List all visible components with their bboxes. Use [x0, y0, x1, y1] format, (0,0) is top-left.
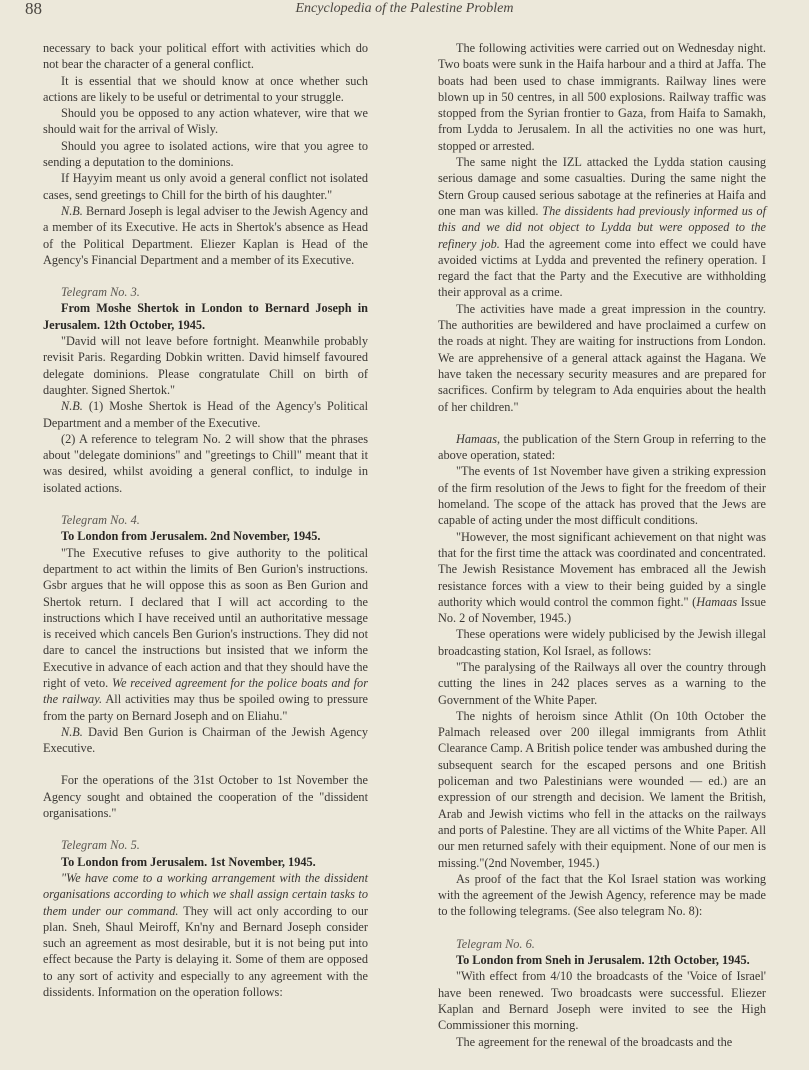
paragraph	[43, 724, 368, 757]
text-run: Telegram No. 5.	[61, 838, 140, 853]
paragraph	[43, 40, 368, 73]
paragraph	[438, 529, 766, 627]
italic-text: "We have come to a working arrangement with the dissident organisations according to which we shall assign certain tasks to them under our command.	[43, 870, 368, 918]
telegram-label	[438, 936, 766, 952]
text-run: , the publication of the Stern Group in referring to the above operation, stated:	[438, 431, 766, 463]
paragraph	[43, 333, 368, 398]
right-column	[438, 40, 766, 1050]
text-run: Bernard Joseph is legal adviser to the Jewish Agency and a member of its Executive. He acts in Shertok's absence as Head of the Political Department. Eliezer Kaplan is Head of the Agency's Financial Department and a member of its Executive.	[43, 203, 368, 267]
paragraph	[438, 968, 766, 1033]
paragraph	[43, 138, 368, 171]
text-run: To London from Sneh in Jerusalem. 12th October, 1945.	[456, 953, 750, 968]
paragraph	[438, 40, 766, 154]
telegram-heading	[438, 952, 766, 968]
paragraph	[43, 170, 368, 203]
text-run: Telegram No. 4.	[61, 513, 140, 528]
telegram-heading	[43, 854, 368, 870]
text-run: "With effect from 4/10 the broadcasts of the 'Voice of Israel' have been renewed. Two broadcasts were successful. Eliezer Kaplan and Bernard Joseph were invited to see the High Commissioner this morning.	[438, 969, 766, 1033]
text-run: The agreement for the renewal of the broadcasts and the	[456, 1034, 733, 1049]
paragraph	[43, 105, 368, 138]
telegram-label	[43, 284, 368, 300]
text-run: Should you agree to isolated actions, wire that you agree to sending a deputation to the dominions.	[43, 138, 368, 170]
text-run: Had the agreement come into effect we could have avoided victims at Lydda and prevented the refinery operation. I regard the fact that the Party and the Executive are withholding their approval as a crime.	[438, 236, 766, 300]
text-run: necessary to back your political effort with activities which do not bear the character of a general conflict.	[43, 41, 368, 72]
paragraph	[438, 708, 766, 871]
paragraph	[438, 1034, 766, 1050]
text-run: It is essential that we should know at once whether such actions are likely to be useful or detrimental to your struggle.	[43, 73, 368, 104]
text-run: To London from Jerusalem. 2nd November, 1945.	[61, 529, 321, 544]
paragraph	[43, 870, 368, 1000]
text-run: "The paralysing of the Railways all over the country through cutting the lines in 242 places serves as a warning to the Government of the White Paper.	[438, 659, 766, 707]
text-run: "The events of 1st November have given a striking expression of the firm resolution of the Jews to fight for the freedom of their homeland. The scope of the attack has proved that the Jews are capable of acting under the most difficult conditions.	[438, 464, 766, 528]
paragraph	[43, 398, 368, 431]
italic-text: We received agreement for the police boats and for the railway.	[43, 675, 368, 707]
page-number: 88	[25, 0, 42, 18]
text-run: To London from Jerusalem. 1st November, 1945.	[61, 854, 316, 869]
text-run: Issue No. 2 of November, 1945.)	[438, 594, 766, 626]
text-run: They will act only according to our plan. Sneh, Shaul Meiroff, Kn'ny and Bernard Joseph consider such an agreement as most desirable, but it is not being put into effect because the Party is delaying it. Some of them are opposed to any sort of activity and especially to any agreement with the dissidents. Information on the operation follows:	[43, 903, 368, 1000]
paragraph	[438, 659, 766, 708]
italic-text: The dissidents had previously informed us of this and we did not object to Lydda but were opposed to the refinery job.	[438, 203, 766, 251]
paragraph	[438, 463, 766, 528]
text-run: David Ben Gurion is Chairman of the Jewish Agency Executive.	[43, 724, 368, 756]
text-run: Telegram No. 6.	[456, 936, 535, 951]
text-run: For the operations of the 31st October to 1st November the Agency sought and obtained the cooperation of the "dissident organisations."	[43, 773, 368, 821]
left-column	[43, 40, 368, 1000]
italic-text: N.B.	[61, 724, 83, 739]
text-run: These operations were widely publicised by the Jewish illegal broadcasting station, Kol Israel, as follows:	[438, 627, 766, 658]
telegram-label	[43, 837, 368, 853]
paragraph	[438, 154, 766, 301]
paragraph	[43, 772, 368, 821]
text-run: (2) A reference to telegram No. 2 will show that the phrases about "delegate dominions" and "greetings to Chill" meant that it was desired, whilst avoiding a general conflict, to indulge in isolated actions.	[43, 431, 368, 495]
paragraph	[438, 301, 766, 415]
telegram-heading	[43, 528, 368, 544]
text-run: Telegram No. 3.	[61, 285, 140, 300]
text-run: The activities have made a great impression in the country. The authorities are bewildered and have proclaimed a curfew on the roads at night. They are waiting for instructions from London. We are apprehensive of a general attack against the Hagana. We have taken the necessary security measures and are prepared for sacrifices. Confirm by telegram to Ada enquiries about the health of her children."	[438, 301, 766, 414]
paragraph	[438, 871, 766, 920]
text-run: (1) Moshe Shertok is Head of the Agency's Political Department and a member of the Executive.	[43, 399, 368, 430]
paragraph	[43, 73, 368, 106]
italic-text: N.B.	[61, 399, 83, 414]
italic-text: N.B.	[61, 203, 83, 218]
text-run: All activities may thus be spoiled owing to pressure from the party on Bernard Joseph and on Eliahu."	[43, 692, 368, 723]
text-run: Should you be opposed to any action whatever, wire that we should wait for the arrival of Wisly.	[43, 106, 368, 137]
paragraph	[43, 203, 368, 268]
paragraph	[438, 626, 766, 659]
text-run: "David will not leave before fortnight. Meanwhile probably revisit Paris. Regarding Dobkin written. David himself favoured delegate dominions. Please congratulate Chill on birth of daughter. Signed Shertok."	[43, 334, 368, 397]
running-title: Encyclopedia of the Palestine Problem	[295, 1, 514, 16]
paragraph	[43, 545, 368, 724]
text-run: From Moshe Shertok in London to Bernard Joseph in Jerusalem. 12th October, 1945.	[43, 301, 368, 332]
text-run: As proof of the fact that the Kol Israel station was working with the agreement of the Jewish Agency, reference may be made to the following telegrams. (See also telegram No. 8):	[438, 871, 766, 919]
text-run: If Hayyim meant us only avoid a general conflict not isolated cases, send greetings to Chill for the birth of his daughter."	[43, 171, 368, 202]
text-run: "The Executive refuses to give authority to the political department to act within the limits of Ben Gurion's instructions. Gsbr argues that he will oppose this as soon as Ben Gurion and Shertok return. I declared that I will act according to the instructions which I have received until an authoritative message is received which cancels Ben Gurion's instructions. They did not dare to cancel the instructions but insisted that we inform the Executive in advance of each action and that they should have the right of veto.	[43, 545, 368, 690]
text-run: The nights of heroism since Athlit (On 10th October the Palmach released over 200 illegal immigrants from Athlit Clearance Camp. A British police tender was ambushed during the subsequent search for the escaped persons and one British policeman and two Palestinians were wounded — ed.) are an expression of our strength and decision. We lament the British, Arab and Jewish victims who fell in the attacks on the railways and ports of Palestine. They are all victims of the White Paper. All our men returned safely with their equipment. None of our men is missing."(2nd November, 1945.)	[438, 708, 766, 870]
paragraph	[43, 431, 368, 496]
italic-text: Hamaas	[696, 594, 738, 609]
text-run: "However, the most significant achievement on that night was that for the first time the attack was coordinated and concentrated. The Jewish Resistance Movement has embraced all the Jewish resistance forces with a view to their being guided by a single authority which would control the common fight." (	[438, 529, 766, 609]
telegram-label	[43, 512, 368, 528]
paragraph	[438, 431, 766, 464]
telegram-heading	[43, 300, 368, 333]
italic-text: Hamaas	[456, 431, 497, 446]
text-run: The following activities were carried out on Wednesday night. Two boats were sunk in the Haifa harbour and a third at Jaffa. The boats had been used to chase immigrants. Railway lines were blown up in 50 centres, in all 500 explosions. Railway traffic was stopped from the Syrian frontier to Gaza, from Haifa to Samakh, from Lydda to Jerusalem. In all the activities no one was hurt, stopped or arrested.	[438, 41, 766, 153]
text-run: The same night the IZL attacked the Lydda station causing serious damage and some casualties. During the same night the Stern Group caused serious sabotage at the refineries at Haifa and one man was killed.	[438, 155, 766, 218]
